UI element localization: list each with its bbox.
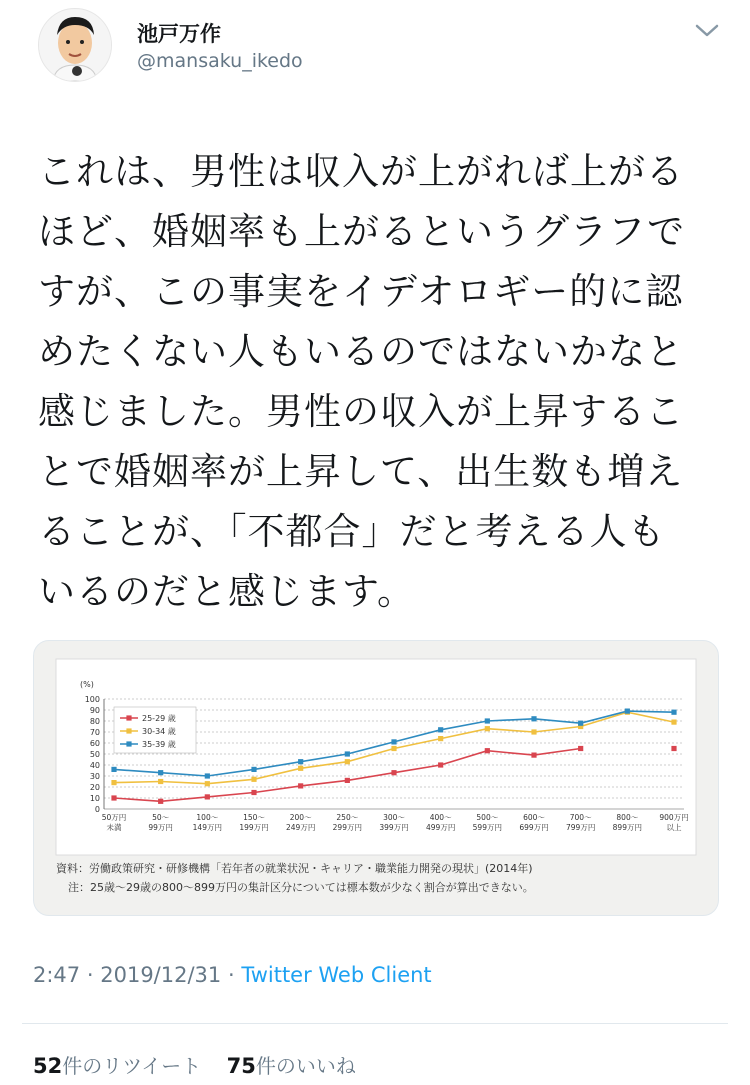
y-tick-label: 30 (89, 772, 100, 781)
tweet-stats (33, 1050, 356, 1079)
data-point (438, 736, 443, 741)
x-tick-label: 599万円 (472, 823, 502, 832)
x-tick-label: 249万円 (286, 823, 316, 832)
x-tick-label: 399万円 (379, 823, 409, 832)
data-point (578, 721, 583, 726)
x-tick-label: 799万円 (566, 823, 596, 832)
avatar-illustration (39, 9, 111, 81)
data-point (158, 770, 163, 775)
data-point (251, 790, 256, 795)
data-point (345, 778, 350, 783)
legend-label: 30-34 歳 (142, 727, 176, 736)
data-point (298, 759, 303, 764)
data-point (345, 759, 350, 764)
x-tick-label: 150～ (243, 813, 265, 822)
data-point (578, 746, 583, 751)
data-point (111, 767, 116, 772)
legend-swatch-marker (126, 741, 131, 746)
data-point (111, 795, 116, 800)
x-tick-label: 100～ (196, 813, 219, 822)
x-tick-label: 500～ (476, 813, 499, 822)
x-tick-label: 699万円 (519, 823, 549, 832)
chart-source: 資料：労働政策研究・研修機構「若年者の就業状況・キャリア・職業能力開発の現状」(2014年) (56, 862, 533, 875)
x-tick-label: 299万円 (332, 823, 362, 832)
data-point (251, 777, 256, 782)
data-point (671, 720, 676, 725)
x-tick-label: 50万円 (101, 813, 127, 822)
data-point (531, 753, 536, 758)
data-point (345, 751, 350, 756)
x-tick-label: 149万円 (192, 823, 222, 832)
like-label: 件のいいね (255, 1054, 356, 1078)
data-point (298, 766, 303, 771)
tweet-meta (33, 963, 432, 987)
data-point (485, 748, 490, 753)
x-tick-label: 未満 (106, 823, 122, 832)
tweet-text (38, 142, 728, 622)
y-tick-label: 0 (94, 805, 100, 814)
data-point (671, 746, 676, 751)
y-tick-label: 50 (89, 750, 100, 759)
x-tick-label: 以上 (666, 823, 682, 832)
x-tick-label: 700～ (569, 813, 592, 822)
data-point (625, 709, 630, 714)
tweet-text-line: ほど、婚姻率も上がるというグラフで (38, 210, 686, 253)
data-point (485, 726, 490, 731)
y-tick-label: 100 (84, 695, 100, 704)
x-tick-label: 300～ (383, 813, 405, 822)
tweet-text-line: いるのだと感じます。 (38, 570, 416, 613)
data-point (531, 729, 536, 734)
legend-swatch-marker (126, 715, 131, 720)
x-tick-label: 800～ (616, 813, 639, 822)
y-tick-label: 80 (89, 717, 100, 726)
tweet-text-line: とで婚姻率が上昇して、出生数も増え (38, 450, 684, 493)
data-point (438, 727, 443, 732)
avatar[interactable] (38, 8, 112, 82)
tweet-text-line: めたくない人もいるのではないかなと (38, 330, 684, 373)
legend-label: 25-29 歳 (142, 714, 176, 723)
legend-swatch-marker (126, 728, 131, 733)
tweet-text-line: ることが、「不都合」だと考える人も (38, 510, 666, 553)
x-tick-label: 900万円 (659, 813, 689, 822)
retweet-label: 件のリツイート (62, 1054, 202, 1078)
x-tick-label: 200～ (289, 813, 312, 822)
data-point (205, 773, 210, 778)
tweet-text-line: すが、この事実をイデオロギー的に認 (38, 270, 684, 313)
retweet-count: 52 (33, 1054, 63, 1078)
data-point (391, 770, 396, 775)
x-tick-label: 199万円 (239, 823, 269, 832)
likes-link[interactable] (227, 1054, 356, 1078)
like-count: 75 (226, 1054, 256, 1078)
data-point (158, 799, 163, 804)
data-point (671, 710, 676, 715)
chart-note: 注：25歳～29歳の800～899万円の集計区分については標本数が少なく割合が算出できない。 (68, 881, 534, 894)
tweet-client-link[interactable]: Twitter Web Client (241, 963, 432, 987)
y-tick-label: 10 (89, 794, 100, 803)
meta-separator: · (227, 963, 235, 987)
data-point (531, 716, 536, 721)
data-point (111, 780, 116, 785)
x-tick-label: 899万円 (612, 823, 642, 832)
data-point (391, 739, 396, 744)
divider (22, 1023, 728, 1024)
income-marriage-chart (34, 641, 718, 915)
y-tick-label: 20 (89, 783, 100, 792)
data-point (298, 783, 303, 788)
tweet-media-image[interactable] (33, 640, 719, 916)
x-tick-label: 400～ (429, 813, 452, 822)
display-name[interactable]: 池戸万作 (137, 22, 221, 46)
user-handle[interactable]: @mansaku_ikedo (137, 50, 303, 72)
data-point (438, 762, 443, 767)
y-tick-label: 90 (89, 706, 100, 715)
legend-label: 35-39 歳 (142, 740, 176, 749)
data-point (205, 781, 210, 786)
tweet-time[interactable]: 2:47 (33, 963, 81, 987)
retweets-link[interactable] (33, 1054, 201, 1078)
meta-separator: · (86, 963, 94, 987)
x-tick-label: 499万円 (426, 823, 456, 832)
data-point (485, 718, 490, 723)
y-unit-label: (%) (80, 680, 94, 689)
x-tick-label: 250～ (336, 813, 359, 822)
x-tick-label: 600～ (523, 813, 545, 822)
y-tick-label: 70 (89, 728, 100, 737)
tweet-text-line: これは、男性は収入が上がれば上がる (38, 150, 684, 193)
chevron-down-icon[interactable] (694, 20, 720, 40)
tweet-date[interactable]: 2019/12/31 (100, 963, 222, 987)
data-point (391, 746, 396, 751)
tweet-text-line: 感じました。男性の収入が上昇するこ (38, 390, 684, 433)
data-point (158, 779, 163, 784)
x-tick-label: 99万円 (148, 823, 173, 832)
data-point (251, 767, 256, 772)
data-point (205, 794, 210, 799)
y-tick-label: 40 (89, 761, 100, 770)
y-tick-label: 60 (89, 739, 100, 748)
x-tick-label: 50～ (152, 813, 170, 822)
